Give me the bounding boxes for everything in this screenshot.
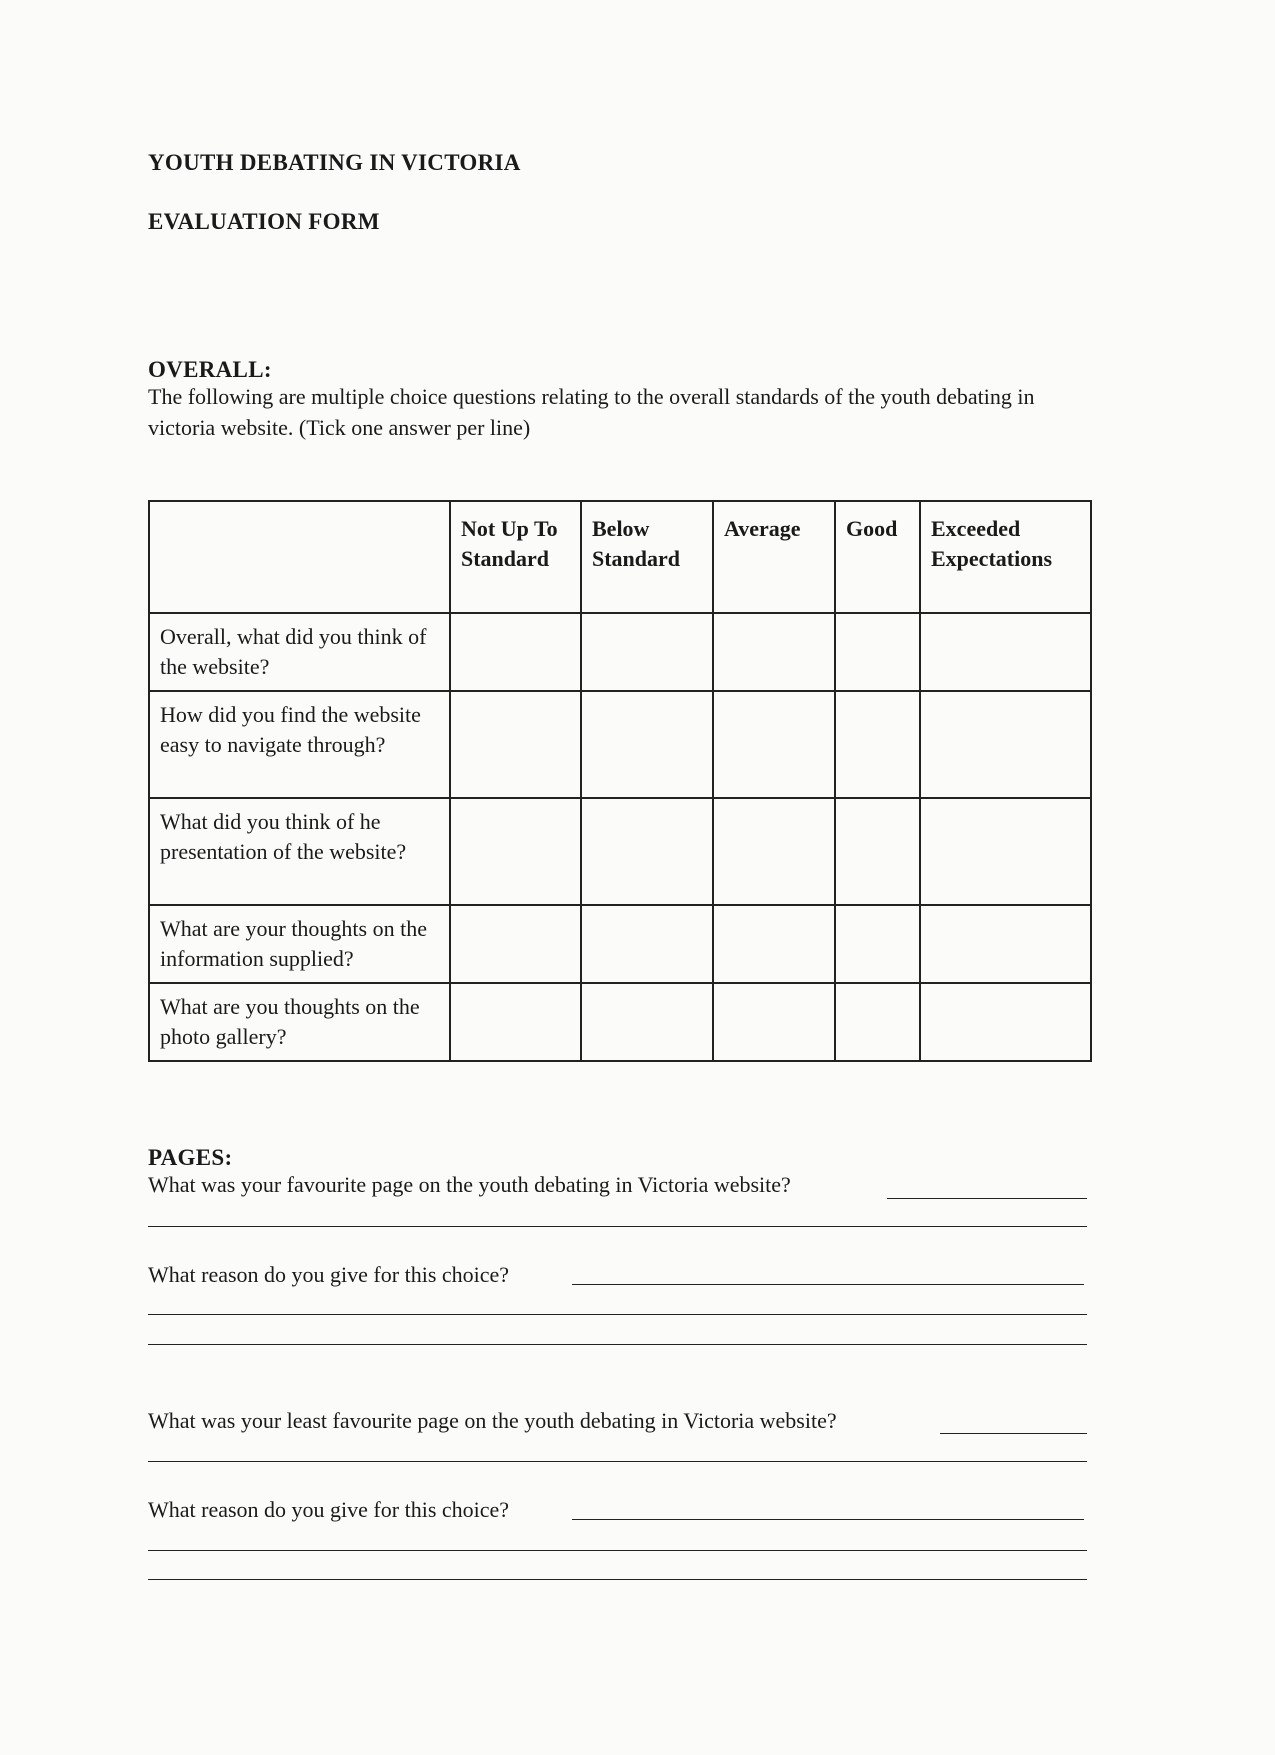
- favourite-page-question: What was your favourite page on the youth debating in Victoria website?: [148, 1172, 791, 1197]
- tick-box[interactable]: [713, 691, 835, 798]
- tick-box[interactable]: [713, 983, 835, 1061]
- tick-box[interactable]: [835, 905, 920, 983]
- tick-box[interactable]: [835, 691, 920, 798]
- favourite-reason-answer-line[interactable]: [572, 1284, 1084, 1285]
- column-header: Average: [713, 501, 835, 613]
- least-favourite-reason-answer-line[interactable]: [148, 1550, 1087, 1551]
- tick-box[interactable]: [450, 613, 581, 691]
- table-row: [149, 905, 1091, 983]
- column-header: Not Up To Standard: [450, 501, 581, 613]
- pages-heading: PAGES:: [148, 1145, 233, 1170]
- tick-box[interactable]: [450, 905, 581, 983]
- tick-box[interactable]: [581, 613, 713, 691]
- table-row: [149, 613, 1091, 691]
- favourite-reason-answer-line[interactable]: [148, 1344, 1087, 1345]
- tick-box[interactable]: [920, 983, 1091, 1061]
- tick-box[interactable]: [581, 798, 713, 905]
- table-row: [149, 691, 1091, 798]
- tick-box[interactable]: [835, 983, 920, 1061]
- table-row: [149, 798, 1091, 905]
- tick-box[interactable]: [450, 983, 581, 1061]
- column-header: Good: [835, 501, 920, 613]
- tick-box[interactable]: [713, 905, 835, 983]
- favourite-page-answer-line[interactable]: [887, 1198, 1087, 1199]
- least-favourite-reason-answer-line[interactable]: [572, 1519, 1084, 1520]
- question-label: What are your thoughts on the information supplied?: [149, 905, 450, 983]
- least-favourite-page-question: What was your least favourite page on the youth debating in Victoria website?: [148, 1408, 837, 1433]
- tick-box[interactable]: [835, 798, 920, 905]
- tick-box[interactable]: [920, 691, 1091, 798]
- header-blank-cell: [149, 501, 450, 613]
- column-header: Below Standard: [581, 501, 713, 613]
- least-favourite-reason-answer-line[interactable]: [148, 1579, 1087, 1580]
- least-favourite-reason-question: What reason do you give for this choice?: [148, 1497, 510, 1522]
- tick-box[interactable]: [713, 798, 835, 905]
- tick-box[interactable]: [581, 905, 713, 983]
- tick-box[interactable]: [450, 798, 581, 905]
- tick-box[interactable]: [920, 613, 1091, 691]
- tick-box[interactable]: [920, 798, 1091, 905]
- tick-box[interactable]: [920, 905, 1091, 983]
- column-header: Exceeded Expectations: [920, 501, 1091, 613]
- form-title: YOUTH DEBATING IN VICTORIA: [148, 150, 521, 175]
- overall-heading: OVERALL:: [148, 357, 272, 382]
- favourite-reason-answer-line[interactable]: [148, 1314, 1087, 1315]
- question-label: Overall, what did you think of the website?: [149, 613, 450, 691]
- table-row: [149, 983, 1091, 1061]
- question-label: What are you thoughts on the photo gallery?: [149, 983, 450, 1061]
- form-subtitle: EVALUATION FORM: [148, 209, 380, 234]
- rating-table: [148, 500, 1092, 1062]
- tick-box[interactable]: [581, 691, 713, 798]
- tick-box[interactable]: [581, 983, 713, 1061]
- question-label: What did you think of he presentation of the website?: [149, 798, 450, 905]
- tick-box[interactable]: [713, 613, 835, 691]
- tick-box[interactable]: [835, 613, 920, 691]
- overall-intro: The following are multiple choice questions relating to the overall standards of the youth debating in victoria website. (Tick one answer per line): [148, 384, 1035, 440]
- least-favourite-page-answer-line[interactable]: [148, 1461, 1087, 1462]
- least-favourite-page-answer-line[interactable]: [940, 1433, 1087, 1434]
- favourite-page-answer-line[interactable]: [148, 1226, 1087, 1227]
- rating-header-row: [149, 501, 1091, 613]
- question-label: How did you find the website easy to navigate through?: [149, 691, 450, 798]
- favourite-reason-question: What reason do you give for this choice?: [148, 1262, 510, 1287]
- tick-box[interactable]: [450, 691, 581, 798]
